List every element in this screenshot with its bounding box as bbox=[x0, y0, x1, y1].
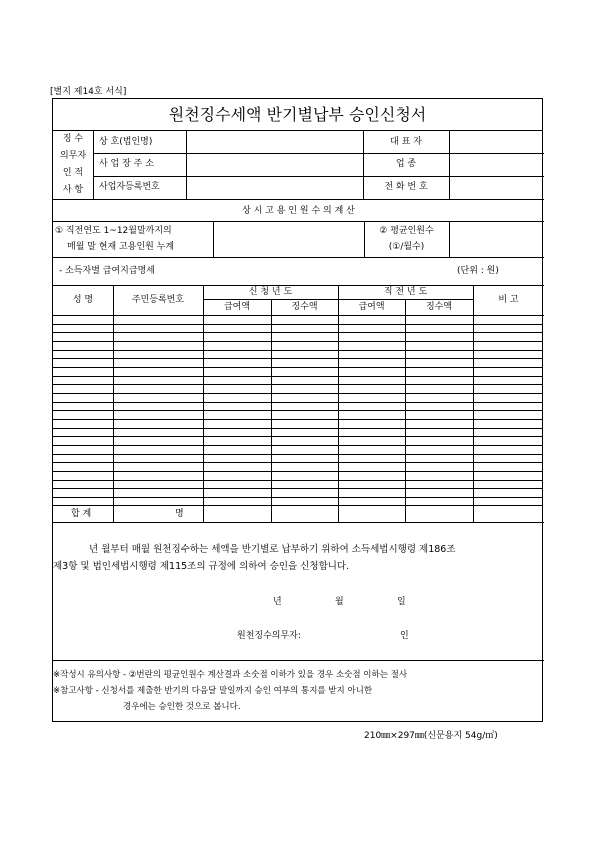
form-title: 원천징수세액 반기별납부 승인신청서 bbox=[53, 99, 542, 131]
obligor-side-label: 의무자 bbox=[59, 151, 87, 161]
divider bbox=[473, 285, 474, 522]
col-header-id: 주민등록번호 bbox=[131, 295, 185, 305]
phone-field[interactable] bbox=[450, 177, 543, 198]
col-header-apply-year: 신 청 년 도 bbox=[248, 287, 293, 297]
divider bbox=[203, 285, 204, 522]
statement-text: 년 월부터 매월 원천징수하는 세액을 반기별로 납부하기 위하여 소득세법시행령 제186조 bbox=[89, 544, 456, 555]
average-employees-label: (①/월수) bbox=[388, 242, 425, 252]
divider bbox=[53, 660, 544, 661]
table-row[interactable] bbox=[53, 402, 542, 403]
table-row[interactable] bbox=[53, 419, 542, 420]
divider bbox=[338, 285, 339, 522]
table-row[interactable] bbox=[53, 410, 542, 411]
date-year-label: 년 bbox=[273, 597, 282, 607]
table-row[interactable] bbox=[53, 332, 542, 333]
table-row[interactable] bbox=[53, 358, 542, 359]
obligor-side-label: 징 수 bbox=[62, 134, 84, 144]
reg-no-field[interactable] bbox=[187, 177, 362, 198]
col-header-tax: 징수액 bbox=[291, 302, 318, 312]
table-row[interactable] bbox=[53, 341, 542, 342]
divider bbox=[53, 257, 544, 258]
table-row[interactable] bbox=[53, 488, 542, 489]
reg-no-label: 사업자등록번호 bbox=[99, 182, 160, 192]
table-row[interactable] bbox=[53, 462, 542, 463]
col-header-prev-year: 직 전 년 도 bbox=[383, 287, 428, 297]
table-row[interactable] bbox=[53, 480, 542, 481]
divider bbox=[53, 285, 544, 286]
business-type-label: 업 종 bbox=[395, 159, 417, 169]
wages-heading: - 소득자별 급여지급명세 bbox=[59, 266, 155, 276]
cumulative-employees-field[interactable] bbox=[214, 222, 363, 256]
seal-mark: 인 bbox=[400, 631, 409, 641]
table-row[interactable] bbox=[53, 505, 542, 506]
table-row[interactable] bbox=[53, 393, 542, 394]
total-unit: 명 bbox=[175, 509, 184, 519]
table-row[interactable] bbox=[53, 445, 542, 446]
table-row[interactable] bbox=[53, 376, 542, 377]
representative-field[interactable] bbox=[450, 132, 543, 152]
col-header-remarks: 비 고 bbox=[498, 295, 519, 305]
table-row[interactable] bbox=[53, 454, 542, 455]
table-row[interactable] bbox=[53, 471, 542, 472]
table-row[interactable] bbox=[53, 384, 542, 385]
divider bbox=[53, 199, 544, 200]
note-reference: 경우에는 승인한 것으로 봅니다. bbox=[123, 702, 241, 712]
date-day-label: 일 bbox=[397, 597, 406, 607]
form-number-label: [별지 제14호 서식] bbox=[50, 87, 127, 97]
table-row[interactable] bbox=[53, 367, 542, 368]
average-employees-label: ② 평균인원수 bbox=[379, 226, 434, 236]
application-form bbox=[52, 98, 543, 722]
applicant-label: 원천징수의무자: bbox=[237, 631, 301, 641]
phone-label: 전 화 번 호 bbox=[384, 182, 428, 192]
company-name-field[interactable] bbox=[187, 132, 362, 152]
company-name-label: 상 호(법인명) bbox=[99, 137, 153, 147]
date-month-label: 월 bbox=[335, 597, 344, 607]
note-reference: ※참고사항 - 신청서를 제출한 반기의 다음달 말일까지 승인 여부의 통지를 받지 아니한 bbox=[53, 686, 373, 696]
cumulative-employees-label: 매월 말 현재 고용인원 누계 bbox=[67, 242, 175, 252]
unit-label: (단위 : 원) bbox=[457, 266, 499, 276]
paper-size-label: 210㎜×297㎜(신문용지 54g/㎡) bbox=[364, 731, 498, 741]
col-header-name: 성 명 bbox=[72, 295, 94, 305]
total-label: 합 계 bbox=[71, 509, 92, 519]
table-row[interactable] bbox=[53, 324, 542, 325]
table-row[interactable] bbox=[53, 428, 542, 429]
divider bbox=[53, 315, 544, 316]
obligor-side-label: 사 항 bbox=[62, 185, 84, 195]
table-row[interactable] bbox=[53, 497, 542, 498]
col-header-salary: 급여액 bbox=[358, 302, 385, 312]
address-label: 사 업 장 주 소 bbox=[99, 159, 154, 169]
business-type-field[interactable] bbox=[450, 154, 543, 175]
cumulative-employees-label: ① 직전연도 1~12월말까지의 bbox=[55, 226, 172, 236]
divider bbox=[53, 522, 544, 523]
obligor-side-label: 인 적 bbox=[62, 168, 84, 178]
divider bbox=[93, 131, 94, 199]
table-row[interactable] bbox=[53, 350, 542, 351]
address-field[interactable] bbox=[187, 154, 362, 175]
col-header-salary: 급여액 bbox=[223, 302, 251, 312]
note-writing-guide: ※작성시 유의사항 - ②번란의 평균인원수 계산결과 소숫점 이하가 있을 경우 소숫점 이하는 절사 bbox=[53, 670, 408, 680]
divider bbox=[113, 285, 114, 522]
representative-label: 대 표 자 bbox=[390, 137, 422, 147]
statement-text: 제3항 및 법인세법시행령 제115조의 규정에 의하여 승인을 신청합니다. bbox=[53, 561, 350, 572]
employee-calc-heading: 상 시 고 용 인 원 수 의 계 산 bbox=[242, 206, 355, 216]
col-header-tax: 징수액 bbox=[425, 302, 453, 312]
table-row[interactable] bbox=[53, 436, 542, 437]
average-employees-field[interactable] bbox=[450, 222, 543, 256]
